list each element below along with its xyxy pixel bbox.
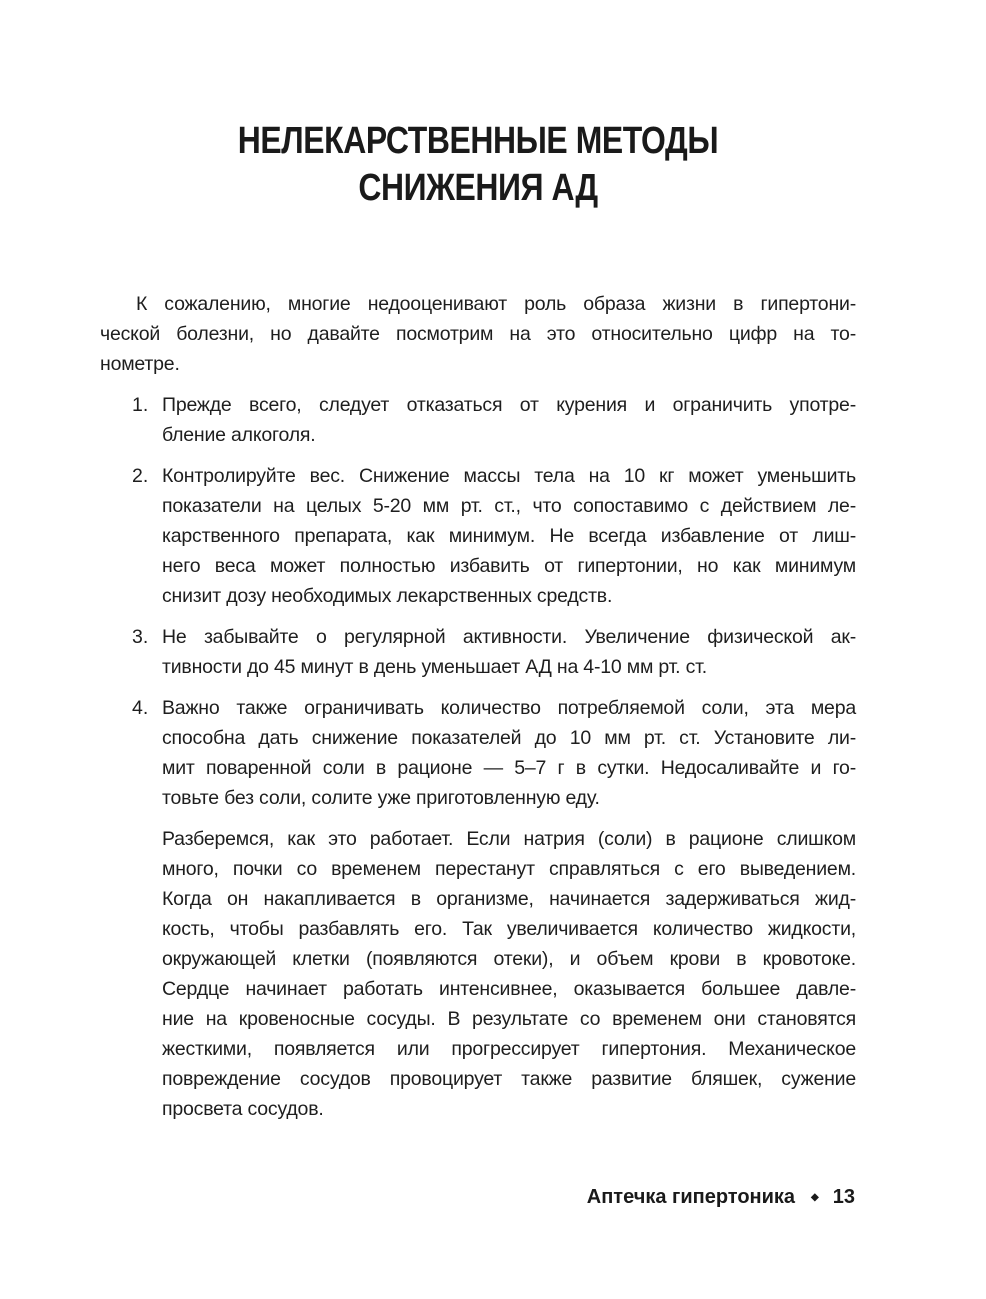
text-line: тивности до 45 минут в день уменьшает АД на 4-10 мм рт. ст.: [162, 656, 707, 678]
chapter-title-line-1: НЕЛЕКАРСТВЕННЫЕ МЕТОДЫ: [237, 120, 719, 162]
page-number: 13: [832, 1186, 855, 1208]
list-item-text: [162, 390, 856, 450]
text-line: него веса может полностью избавить от гипертонии, но как минимум: [162, 555, 856, 577]
text-line: ческой болезни, но давайте посмотрим на это относительно цифр на то-: [100, 323, 856, 345]
text-line: мит поваренной соли в рационе — 5–7 г в сутки. Недосаливайте и го-: [162, 757, 856, 779]
list-item-4: [100, 693, 856, 813]
chapter-title: [160, 118, 795, 212]
list-item-1: [100, 390, 856, 450]
list-item-text: [162, 693, 856, 813]
page-footer: [587, 1184, 855, 1211]
diamond-icon: ◆: [811, 1192, 819, 1203]
intro-paragraph: [100, 289, 856, 379]
chapter-title-line-2: СНИЖЕНИЯ АД: [358, 167, 598, 209]
text-line: кость, чтобы разбавлять его. Так увеличивается количество жидкости,: [162, 918, 856, 940]
text-line: карственного препарата, как минимум. Не всегда избавление от лиш-: [162, 525, 856, 547]
running-title: Аптечка гипертоника: [586, 1186, 796, 1208]
text-line: повреждение сосудов провоцирует также развитие бляшек, сужение: [162, 1068, 856, 1090]
text-line: много, почки со временем перестанут справляться с его выведением.: [162, 858, 856, 880]
list-item-3: [100, 622, 856, 682]
list-item-text: [162, 461, 856, 611]
text-line: Важно также ограничивать количество потребляемой соли, эта мера: [162, 697, 856, 719]
text-line: бление алкоголя.: [162, 424, 316, 446]
closing-paragraph: [100, 824, 856, 1124]
text-line: Разберемся, как это работает. Если натрия (соли) в рационе слишком: [162, 828, 856, 850]
text-line: просвета сосудов.: [162, 1098, 324, 1120]
text-line: ние на кровеносные сосуды. В результате со временем они становятся: [162, 1008, 856, 1030]
text-line: Не забывайте о регулярной активности. Увеличение физической ак-: [162, 626, 856, 648]
list-item-text: [162, 622, 856, 682]
list-item-number: 4.: [132, 697, 149, 719]
text-line: окружающей клетки (появляются отеки), и объем крови в кровотоке.: [162, 948, 856, 970]
text-line: снизит дозу необходимых лекарственных средств.: [162, 585, 613, 607]
text-line: показатели на целых 5-20 мм рт. ст., что сопоставимо с действием ле-: [162, 495, 856, 517]
text-line: нометре.: [100, 353, 180, 375]
list-item-number: 2.: [132, 465, 149, 487]
text-line: способна дать снижение показателей до 10 мм рт. ст. Установите ли-: [162, 727, 856, 749]
text-line: Сердце начинает работать интенсивнее, оказывается большее давле-: [162, 978, 856, 1000]
text-line: жесткими, появляется или прогрессирует гипертония. Механическое: [162, 1038, 856, 1060]
text-line: Прежде всего, следует отказаться от курения и ограничить употре-: [162, 394, 856, 416]
list-item-number: 1.: [132, 394, 149, 416]
list-item-2: [100, 461, 856, 611]
text-line: Контролируйте вес. Снижение массы тела на 10 кг может уменьшить: [162, 465, 856, 487]
text-line: товьте без соли, солите уже приготовленную еду.: [162, 787, 600, 809]
page-content: [100, 0, 856, 1124]
list-item-number: 3.: [132, 626, 149, 648]
text-line: Когда он накапливается в организме, начинается задерживаться жид-: [162, 888, 856, 910]
text-line: К сожалению, многие недооценивают роль образа жизни в гипертони-: [136, 293, 856, 315]
